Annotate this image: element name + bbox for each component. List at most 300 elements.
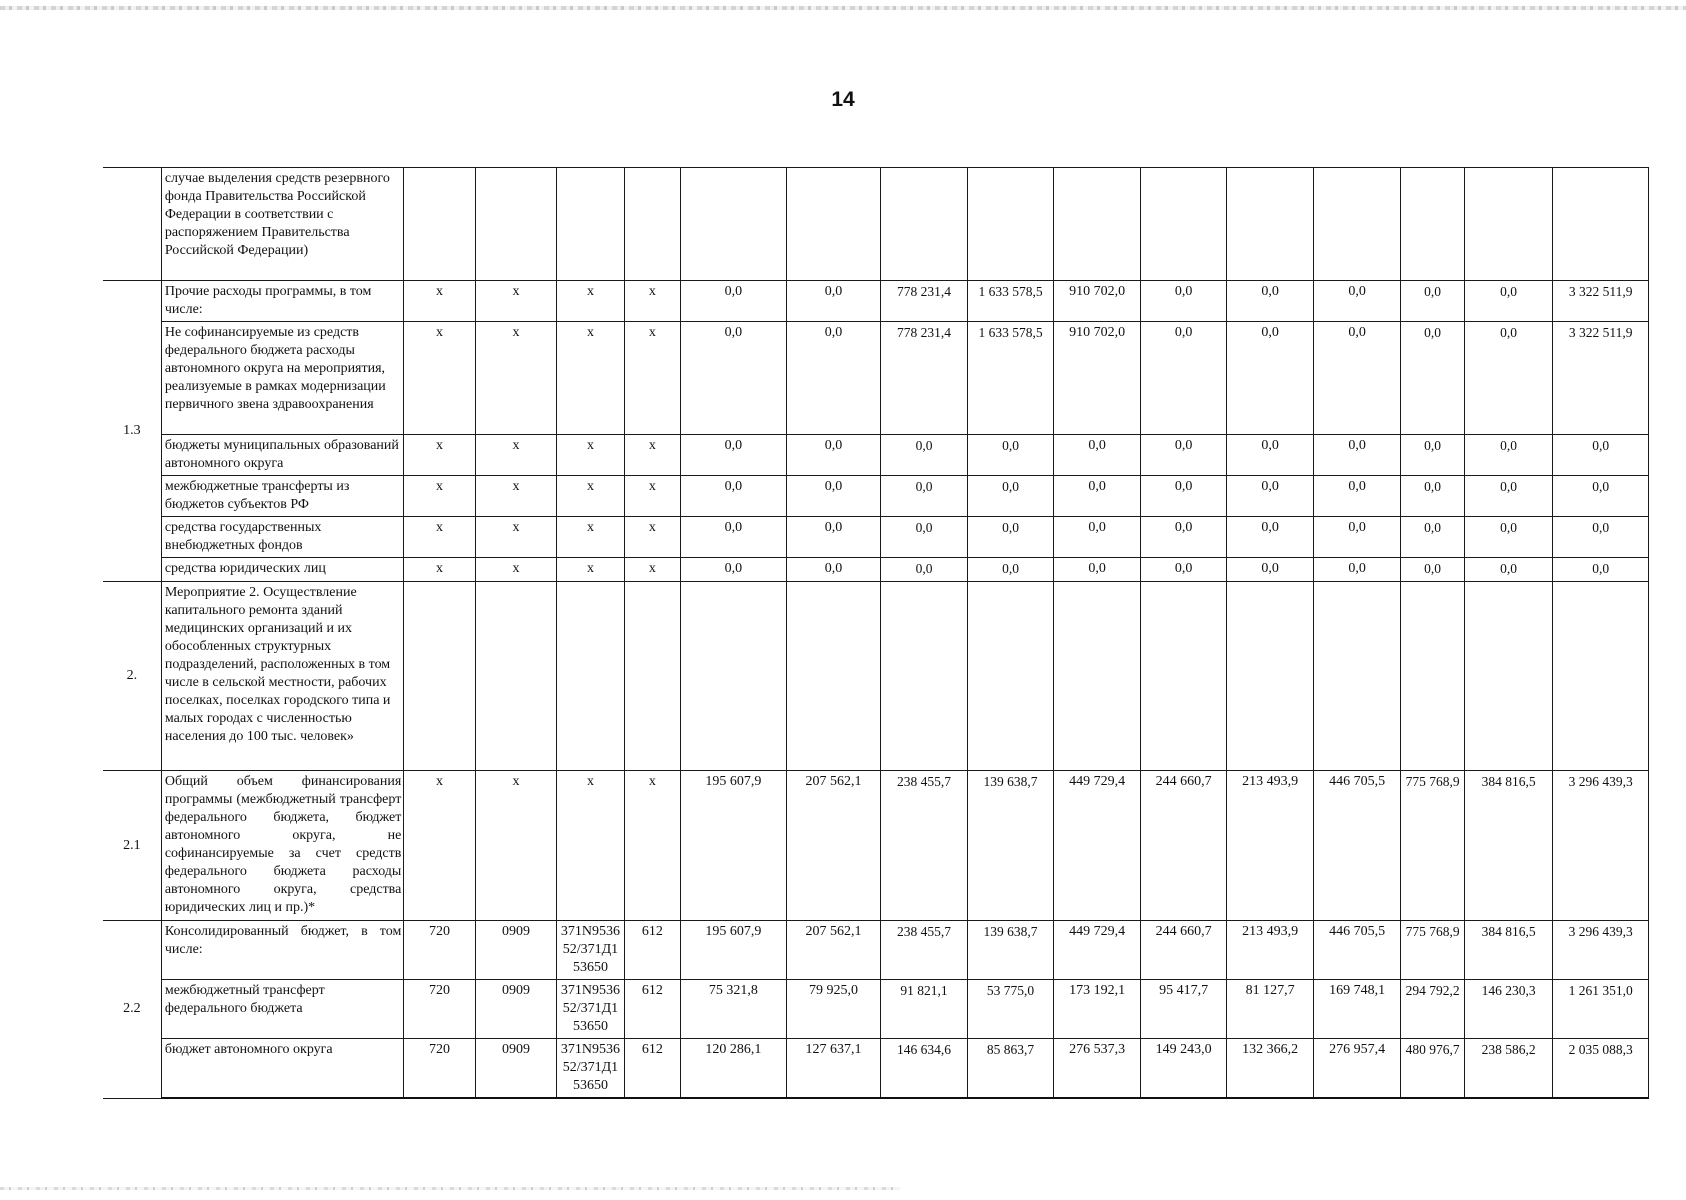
value-cell: [1401, 921, 1464, 980]
value-cell: [967, 517, 1054, 558]
table-row: [103, 582, 1649, 771]
table-row: [103, 435, 1649, 476]
cell-value: x: [648, 325, 656, 340]
description-cell: [161, 980, 403, 1039]
value-cell: [967, 582, 1054, 771]
cell-value: 85 863,7: [986, 1042, 1035, 1057]
cell-value: 0,0: [1261, 284, 1279, 299]
cell-value: 1 633 578,5: [978, 284, 1043, 299]
cell-value: 0,0: [1174, 479, 1193, 494]
cell-value: 53 775,0: [986, 983, 1035, 998]
value-cell: [1553, 322, 1649, 435]
cell-value: 371N9536 52/371Д1 53650: [560, 1042, 621, 1093]
cell-value: 0,0: [1592, 520, 1610, 535]
value-cell: [557, 476, 624, 517]
value-cell: [1553, 168, 1649, 281]
cell-value: 0,0: [1500, 438, 1517, 453]
cell-value: 720: [429, 983, 451, 998]
description-cell: [161, 558, 403, 582]
value-cell: [475, 921, 557, 980]
cell-value: 0909: [502, 1042, 531, 1057]
value-cell: [475, 558, 557, 582]
value-cell: [557, 322, 624, 435]
cell-value: 0,0: [1592, 561, 1610, 576]
value-cell: [881, 558, 968, 582]
value-cell: [1553, 921, 1649, 980]
value-cell: [1401, 517, 1464, 558]
cell-value: 0,0: [824, 561, 843, 576]
row-description: бюджет автономного округа: [164, 1042, 333, 1057]
cell-value: 775 768,9: [1405, 924, 1460, 939]
cell-value: 139 638,7: [983, 924, 1038, 939]
cell-value: 0,0: [1500, 561, 1517, 576]
cell-value: 0,0: [1424, 438, 1442, 453]
cell-value: x: [436, 561, 444, 576]
value-cell: [881, 1039, 968, 1099]
cell-value: 0,0: [1174, 284, 1193, 299]
value-cell: [1054, 582, 1141, 771]
cell-value: 910 702,0: [1069, 284, 1126, 299]
row-description: Консолидированный бюджет, в том числе:: [164, 924, 402, 957]
value-cell: [1227, 921, 1314, 980]
value-cell: [624, 771, 680, 921]
value-cell: [681, 476, 787, 517]
cell-value: 173 192,1: [1069, 983, 1126, 998]
value-cell: [1227, 281, 1314, 322]
cell-value: 169 748,1: [1329, 983, 1386, 998]
value-cell: [404, 921, 475, 980]
description-cell: [161, 168, 403, 281]
cell-value: 146 634,6: [897, 1042, 951, 1057]
value-cell: [1401, 476, 1464, 517]
table-row: [103, 517, 1649, 558]
cell-value: 0,0: [724, 284, 743, 299]
value-cell: [1054, 771, 1141, 921]
cell-value: 244 660,7: [1155, 774, 1212, 789]
cell-value: 0,0: [824, 520, 843, 535]
value-cell: [1227, 980, 1314, 1039]
value-cell: [1140, 1039, 1227, 1099]
value-cell: [881, 281, 968, 322]
value-cell: [786, 281, 881, 322]
value-cell: [786, 476, 881, 517]
value-cell: [786, 1039, 881, 1099]
cell-value: 0,0: [1088, 561, 1106, 576]
value-cell: [1140, 771, 1227, 921]
cell-value: 3 322 511,9: [1568, 325, 1633, 340]
cell-value: 0,0: [1592, 479, 1610, 494]
cell-value: 0,0: [824, 479, 843, 494]
table-row: [103, 558, 1649, 582]
row-description: Прочие расходы программы, в том числе:: [164, 284, 372, 317]
cell-value: 132 366,2: [1242, 1042, 1299, 1057]
cell-value: 910 702,0: [1069, 325, 1126, 340]
value-cell: [475, 322, 557, 435]
value-cell: [1464, 558, 1553, 582]
value-cell: [1313, 322, 1401, 435]
value-cell: [1401, 322, 1464, 435]
value-cell: [557, 281, 624, 322]
cell-value: 0,0: [915, 520, 933, 535]
value-cell: [1464, 921, 1553, 980]
cell-value: 0,0: [1261, 325, 1279, 340]
value-cell: [475, 281, 557, 322]
row-description: средства государственных внебюджетных фондов: [164, 520, 322, 553]
value-cell: [1313, 771, 1401, 921]
value-cell: [786, 980, 881, 1039]
value-cell: [624, 281, 680, 322]
cell-value: x: [436, 438, 444, 453]
cell-value: 213 493,9: [1242, 924, 1299, 939]
value-cell: [624, 582, 680, 771]
value-cell: [1553, 476, 1649, 517]
cell-value: 195 607,9: [705, 774, 762, 789]
value-cell: [1401, 435, 1464, 476]
cell-value: 2 035 088,3: [1568, 1042, 1633, 1057]
cell-value: 371N9536 52/371Д1 53650: [560, 983, 621, 1034]
cell-value: 0,0: [1424, 479, 1442, 494]
cell-value: 0,0: [1500, 520, 1517, 535]
cell-value: 720: [429, 1042, 451, 1057]
cell-value: x: [648, 520, 656, 535]
value-cell: [786, 558, 881, 582]
cell-value: 95 417,7: [1159, 983, 1209, 998]
cell-value: 294 792,2: [1405, 983, 1460, 998]
row-description: Не софинансируемые из средств федерального бюджета расходы автономного округа на мероприятия, реализуемые в рамках модернизации первичного звена здравоохранения: [164, 325, 386, 412]
cell-value: 0,0: [724, 520, 743, 535]
value-cell: [1227, 582, 1314, 771]
value-cell: [1553, 435, 1649, 476]
cell-value: 0,0: [1592, 438, 1610, 453]
value-cell: [557, 771, 624, 921]
cell-value: 0,0: [1348, 438, 1366, 453]
value-cell: [1553, 558, 1649, 582]
value-cell: [624, 1039, 680, 1099]
cell-value: x: [436, 479, 444, 494]
cell-value: 612: [641, 1042, 663, 1057]
table-row: [103, 281, 1649, 322]
cell-value: x: [512, 438, 520, 453]
value-cell: [881, 168, 968, 281]
value-cell: [1054, 281, 1141, 322]
value-cell: [404, 771, 475, 921]
cell-value: 0,0: [1424, 561, 1442, 576]
row-description: бюджеты муниципальных образований автономного округа: [164, 438, 399, 471]
value-cell: [786, 517, 881, 558]
cell-value: x: [648, 284, 656, 299]
cell-value: 0,0: [724, 561, 743, 576]
scan-edge-bottom: [0, 1187, 900, 1190]
value-cell: [967, 921, 1054, 980]
cell-value: 0,0: [1500, 325, 1517, 340]
value-cell: [1401, 558, 1464, 582]
value-cell: [1054, 435, 1141, 476]
value-cell: [1553, 582, 1649, 771]
value-cell: [557, 558, 624, 582]
value-cell: [624, 558, 680, 582]
cell-value: 0,0: [1261, 561, 1279, 576]
value-cell: [967, 168, 1054, 281]
value-cell: [1313, 476, 1401, 517]
value-cell: [1401, 1039, 1464, 1099]
cell-value: 0,0: [724, 438, 743, 453]
cell-value: x: [436, 325, 444, 340]
cell-value: 0,0: [1002, 520, 1019, 535]
value-cell: [624, 921, 680, 980]
value-cell: [624, 168, 680, 281]
cell-value: 195 607,9: [705, 924, 762, 939]
value-cell: [404, 517, 475, 558]
cell-value: 276 957,4: [1329, 1042, 1386, 1057]
cell-value: x: [512, 561, 520, 576]
value-cell: [681, 771, 787, 921]
value-cell: [681, 1039, 787, 1099]
cell-value: 612: [641, 983, 663, 998]
value-cell: [624, 476, 680, 517]
cell-value: x: [512, 325, 520, 340]
cell-value: 449 729,4: [1069, 774, 1126, 789]
value-cell: [1227, 517, 1314, 558]
value-cell: [1313, 980, 1401, 1039]
cell-value: 0909: [502, 924, 531, 939]
value-cell: [475, 980, 557, 1039]
value-cell: [557, 921, 624, 980]
value-cell: [475, 168, 557, 281]
cell-value: 0,0: [1424, 325, 1442, 340]
cell-value: 120 286,1: [705, 1042, 762, 1057]
value-cell: [1313, 435, 1401, 476]
value-cell: [1140, 281, 1227, 322]
value-cell: [881, 921, 968, 980]
value-cell: [1553, 281, 1649, 322]
budget-table: [103, 167, 1649, 1099]
value-cell: [404, 435, 475, 476]
value-cell: [404, 1039, 475, 1099]
value-cell: [1464, 582, 1553, 771]
row-description: случае выделения средств резервного фонда Правительства Российской Федерации в соответствии с распоряжением Правительства Российской Федерации): [164, 171, 390, 258]
value-cell: [786, 168, 881, 281]
cell-value: x: [586, 479, 594, 494]
row-number-cell: [103, 771, 161, 921]
value-cell: [557, 980, 624, 1039]
value-cell: [1227, 771, 1314, 921]
table-row: [103, 921, 1649, 980]
value-cell: [1227, 476, 1314, 517]
value-cell: [475, 435, 557, 476]
value-cell: [557, 168, 624, 281]
value-cell: [1140, 980, 1227, 1039]
description-cell: [161, 921, 403, 980]
value-cell: [475, 771, 557, 921]
cell-value: 0,0: [915, 438, 933, 453]
value-cell: [881, 771, 968, 921]
value-cell: [1140, 582, 1227, 771]
value-cell: [404, 980, 475, 1039]
cell-value: 238 455,7: [897, 924, 951, 939]
cell-value: 3 322 511,9: [1568, 284, 1633, 299]
description-cell: [161, 476, 403, 517]
scan-edge-top: [0, 6, 1686, 10]
value-cell: [681, 558, 787, 582]
value-cell: [967, 1039, 1054, 1099]
table-row: [103, 476, 1649, 517]
table-row: [103, 322, 1649, 435]
value-cell: [1227, 1039, 1314, 1099]
value-cell: [681, 517, 787, 558]
value-cell: [557, 1039, 624, 1099]
cell-value: 0,0: [1174, 438, 1193, 453]
cell-value: x: [586, 561, 594, 576]
table-row: [103, 1039, 1649, 1099]
cell-value: 371N9536 52/371Д1 53650: [560, 924, 621, 975]
value-cell: [1553, 980, 1649, 1039]
row-number-cell: [103, 582, 161, 771]
row-description: средства юридических лиц: [164, 561, 326, 576]
description-cell: [161, 1039, 403, 1099]
value-cell: [967, 476, 1054, 517]
cell-value: x: [512, 520, 520, 535]
value-cell: [1464, 476, 1553, 517]
cell-value: 207 562,1: [805, 774, 862, 789]
cell-value: x: [586, 438, 594, 453]
row-description: межбюджетный трансферт федерального бюджета: [164, 983, 325, 1016]
value-cell: [681, 921, 787, 980]
cell-value: 0,0: [1261, 520, 1279, 535]
cell-value: 0,0: [724, 479, 743, 494]
cell-value: 612: [641, 924, 663, 939]
cell-value: 3 296 439,3: [1568, 774, 1633, 789]
value-cell: [1464, 517, 1553, 558]
value-cell: [1054, 517, 1141, 558]
cell-value: 446 705,5: [1329, 924, 1386, 939]
value-cell: [404, 322, 475, 435]
value-cell: [404, 582, 475, 771]
value-cell: [475, 476, 557, 517]
cell-value: x: [648, 774, 656, 789]
description-cell: [161, 435, 403, 476]
description-cell: [161, 771, 403, 921]
cell-value: 238 586,2: [1481, 1042, 1536, 1057]
value-cell: [681, 980, 787, 1039]
cell-value: 778 231,4: [897, 325, 951, 340]
value-cell: [1464, 771, 1553, 921]
value-cell: [624, 435, 680, 476]
row-description: межбюджетные трансферты из бюджетов субъектов РФ: [164, 479, 350, 512]
value-cell: [1464, 322, 1553, 435]
table-row: [103, 980, 1649, 1039]
cell-value: 1 633 578,5: [978, 325, 1043, 340]
row-number: 2.1: [123, 837, 141, 853]
value-cell: [624, 517, 680, 558]
cell-value: x: [586, 774, 594, 789]
cell-value: x: [436, 284, 444, 299]
value-cell: [681, 322, 787, 435]
cell-value: 79 925,0: [808, 983, 858, 998]
value-cell: [881, 517, 968, 558]
value-cell: [881, 476, 968, 517]
value-cell: [1140, 517, 1227, 558]
cell-value: 480 976,7: [1405, 1042, 1460, 1057]
cell-value: 0909: [502, 983, 531, 998]
value-cell: [475, 1039, 557, 1099]
description-cell: [161, 281, 403, 322]
cell-value: x: [648, 479, 656, 494]
cell-value: 0,0: [1348, 561, 1366, 576]
cell-value: 0,0: [1424, 520, 1442, 535]
cell-value: 384 816,5: [1481, 924, 1536, 939]
value-cell: [967, 435, 1054, 476]
value-cell: [967, 322, 1054, 435]
cell-value: x: [648, 561, 656, 576]
value-cell: [786, 771, 881, 921]
value-cell: [404, 558, 475, 582]
cell-value: 0,0: [1088, 520, 1106, 535]
row-number-cell: [103, 168, 161, 281]
value-cell: [1464, 168, 1553, 281]
cell-value: 0,0: [1348, 520, 1366, 535]
cell-value: 0,0: [1174, 520, 1193, 535]
cell-value: 0,0: [1348, 325, 1366, 340]
row-number-cell: [103, 281, 161, 582]
table-row: [103, 771, 1649, 921]
cell-value: 3 296 439,3: [1568, 924, 1633, 939]
value-cell: [1313, 921, 1401, 980]
value-cell: [475, 582, 557, 771]
page-number: 14: [831, 88, 855, 111]
value-cell: [1054, 476, 1141, 517]
value-cell: [1401, 168, 1464, 281]
value-cell: [1054, 558, 1141, 582]
value-cell: [1464, 435, 1553, 476]
value-cell: [1553, 517, 1649, 558]
value-cell: [1054, 322, 1141, 435]
cell-value: 775 768,9: [1405, 774, 1460, 789]
cell-value: 0,0: [1002, 438, 1019, 453]
cell-value: 0,0: [1088, 479, 1106, 494]
value-cell: [624, 980, 680, 1039]
value-cell: [1313, 281, 1401, 322]
cell-value: 0,0: [1261, 438, 1279, 453]
value-cell: [881, 435, 968, 476]
cell-value: 0,0: [824, 438, 843, 453]
cell-value: 0,0: [1002, 561, 1019, 576]
value-cell: [1553, 1039, 1649, 1099]
cell-value: 0,0: [1174, 325, 1193, 340]
value-cell: [1313, 582, 1401, 771]
cell-value: 446 705,5: [1329, 774, 1386, 789]
value-cell: [1140, 168, 1227, 281]
value-cell: [681, 435, 787, 476]
cell-value: 0,0: [1002, 479, 1019, 494]
cell-value: 720: [429, 924, 451, 939]
cell-value: 0,0: [824, 284, 843, 299]
value-cell: [404, 281, 475, 322]
value-cell: [1313, 517, 1401, 558]
cell-value: 149 243,0: [1155, 1042, 1212, 1057]
value-cell: [1140, 476, 1227, 517]
cell-value: x: [512, 774, 520, 789]
cell-value: 0,0: [724, 325, 743, 340]
value-cell: [1227, 558, 1314, 582]
cell-value: 207 562,1: [805, 924, 862, 939]
value-cell: [1401, 980, 1464, 1039]
description-cell: [161, 322, 403, 435]
value-cell: [967, 558, 1054, 582]
value-cell: [881, 322, 968, 435]
value-cell: [557, 435, 624, 476]
value-cell: [1313, 1039, 1401, 1099]
cell-value: 213 493,9: [1242, 774, 1299, 789]
